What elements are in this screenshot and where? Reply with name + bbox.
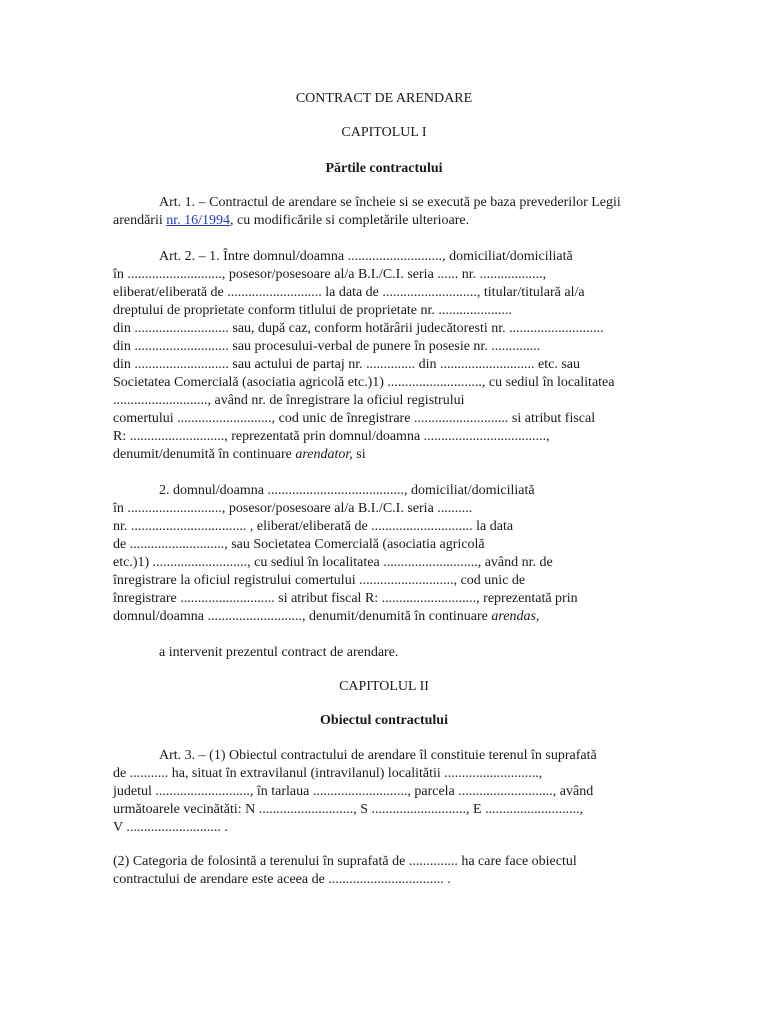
arendas-term: arendas, <box>491 609 540 624</box>
chapter-subheading: Părtile contractului <box>325 161 443 176</box>
art3-2-line: contractului de arendare este aceea de ................................. . <box>113 872 451 887</box>
art1-line: Art. 1. – Contractul de arendare se încheie si se execută pe baza prevederilor Legii <box>159 195 621 210</box>
art2-line: din ........................... sau procesului-verbal de punere în posesie nr. .............. <box>113 339 541 354</box>
art2-line: eliberat/eliberată de ........................... la data de ..........................., titular/titulară al/a <box>113 285 585 300</box>
art2-line: din ........................... sau, după caz, conform hotărârii judecătoresti nr. ........................... <box>113 321 604 336</box>
art2-line: Art. 2. – 1. Între domnul/doamna ..........................., domiciliat/domiciliată <box>159 249 573 264</box>
chapter-heading: CAPITOLUL II <box>339 679 429 694</box>
art3-line: judetul ..........................., în tarlaua ..........................., parcela ..........................., având <box>113 784 594 799</box>
art1-text: arendării <box>113 213 167 228</box>
art2-text: si <box>352 447 366 462</box>
art3-2-line: (2) Categoria de folosintă a terenului în suprafată de .............. ha care face obiectul <box>113 854 577 869</box>
art2-line: din ........................... sau actului de partaj nr. .............. din ........................... etc. sau <box>113 357 580 372</box>
art2-text: denumit/denumită în continuare <box>113 447 296 462</box>
chapter-heading: CAPITOLUL I <box>341 125 427 140</box>
art3-line: următoarele vecinătăti: N ..........................., S ..........................., E ..........................., <box>113 802 584 817</box>
art3-line: de ........... ha, situat în extravilanul (intravilanul) localitătii ..........................., <box>113 766 543 781</box>
art2-line: R: ..........................., reprezentată prin domnul/doamna ..................................., <box>113 429 550 444</box>
art3-line: V ........................... . <box>113 820 228 835</box>
art2-line: comertului ..........................., cod unic de înregistrare ........................... si atribut fiscal <box>113 411 596 426</box>
law-link[interactable]: nr. 16/1994 <box>166 213 231 228</box>
art2-line: Societatea Comercială (asociatia agricolă etc.)1) ..........................., cu sediul în localitatea <box>113 375 615 390</box>
art2-line <box>113 446 366 464</box>
chapter-subheading: Obiectul contractului <box>320 713 448 728</box>
arendator-term: arendator, <box>295 447 353 462</box>
part2-line: nr. ................................. , eliberat/eliberată de ............................. la data <box>113 519 514 534</box>
document-title: CONTRACT DE ARENDARE <box>295 91 473 106</box>
art2-line: dreptului de proprietate conform titlului de proprietate nr. ..................... <box>113 303 512 318</box>
part2-line: de ..........................., sau Societatea Comercială (asociatia agricolă <box>113 537 485 552</box>
part2-line: înregistrare la oficiul registrului comertului ..........................., cod unic de <box>113 573 526 588</box>
art2-line: în ..........................., posesor/posesoare al/a B.I./C.I. seria ...... nr. .................., <box>113 267 547 282</box>
part2-line <box>113 608 539 626</box>
part2-text: domnul/doamna ..........................., denumit/denumită în continuare <box>113 609 492 624</box>
art3-line: Art. 3. – (1) Obiectul contractului de arendare îl constituie terenul în suprafată <box>159 748 597 763</box>
intervenit-line: a intervenit prezentul contract de arendare. <box>159 645 399 660</box>
part2-line: în ..........................., posesor/posesoare al/a B.I./C.I. seria .......... <box>113 501 473 516</box>
part2-line: etc.)1) ..........................., cu sediul în localitatea ..........................., având nr. de <box>113 555 553 570</box>
art1-text: , cu modificările si completările ulterioare. <box>230 213 470 228</box>
part2-line: 2. domnul/doamna ......................................., domiciliat/domiciliată <box>159 483 535 498</box>
art2-line: ..........................., având nr. de înregistrare la oficiul registrului <box>113 393 465 408</box>
art1-line <box>113 212 469 230</box>
part2-line: înregistrare ........................... si atribut fiscal R: ..........................., reprezentată prin <box>113 591 578 606</box>
